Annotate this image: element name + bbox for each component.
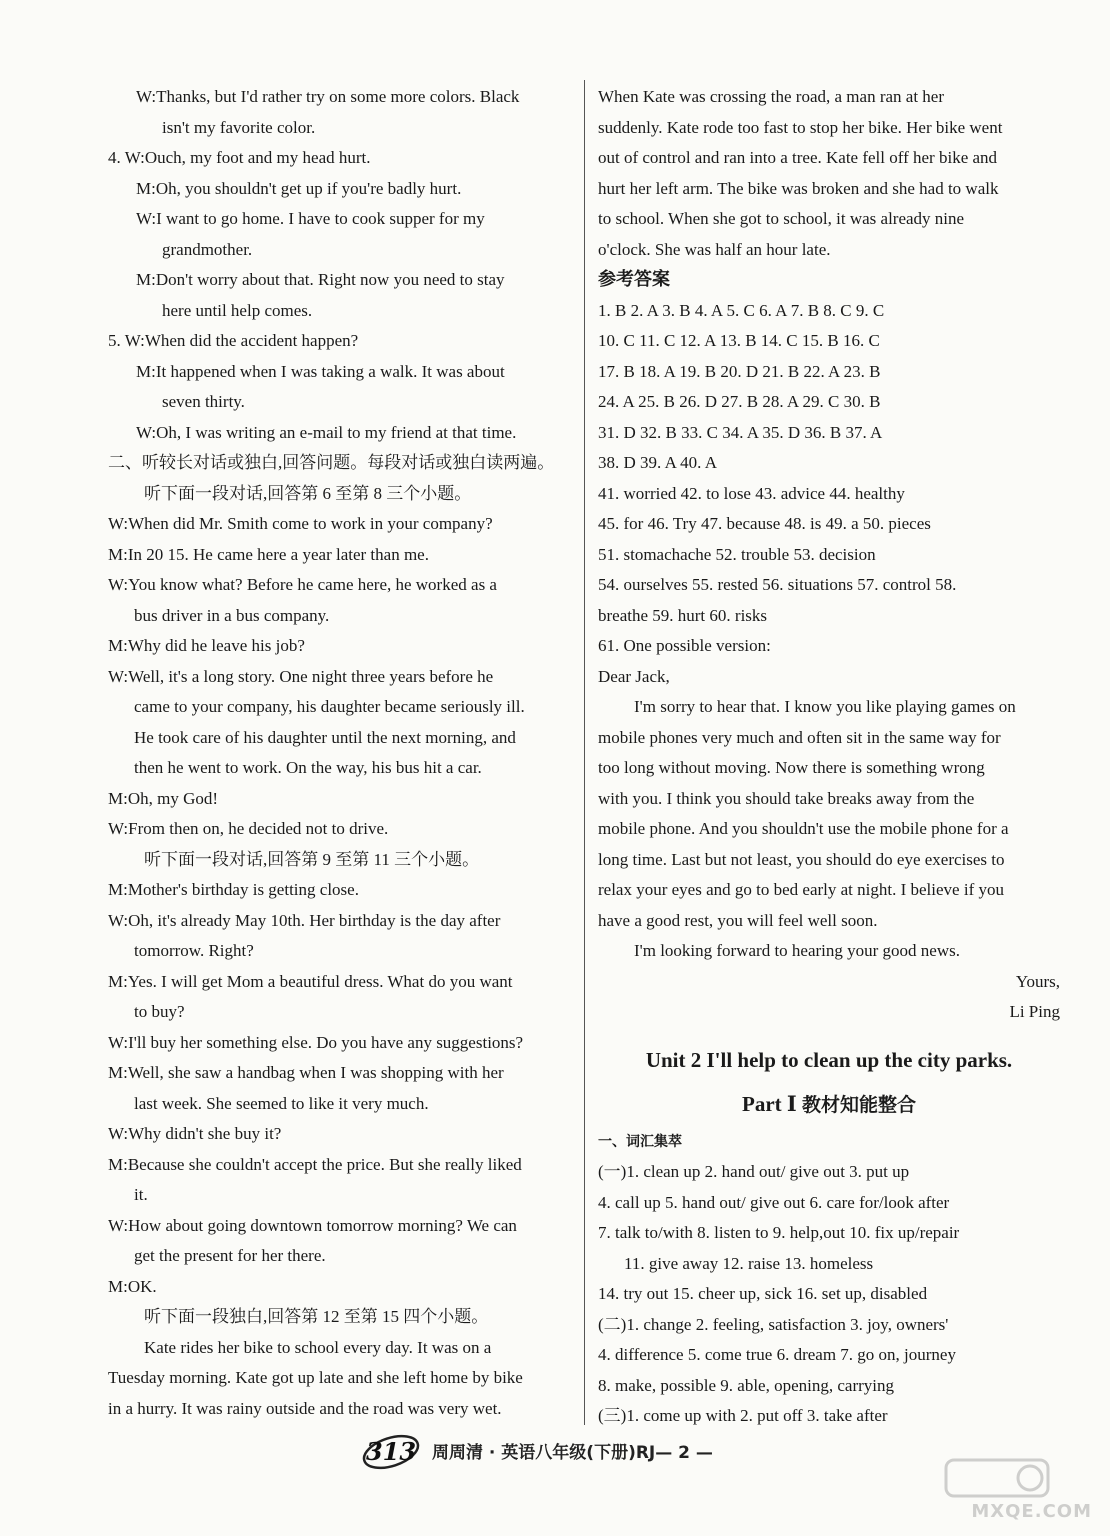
answer-line: 51. stomachache 52. trouble 53. decision xyxy=(598,544,876,564)
text-line: W:Well, it's a long story. One night three years before he xyxy=(108,666,494,686)
text-line: W:I want to go home. I have to cook supper for my xyxy=(136,209,485,228)
text-line: W:How about going downtown tomorrow morning? We can xyxy=(108,1215,517,1235)
answer-line: 24. A 25. B 26. D 27. B 28. A 29. C 30. B xyxy=(598,392,881,411)
left-column xyxy=(108,82,572,1424)
text-line: W:You know what? Before he came here, he worked as a xyxy=(108,575,497,594)
text-line: suddenly. Kate rode too fast to stop her bike. Her bike went xyxy=(598,117,1003,137)
vocab-line: 7. talk to/with 8. listen to 9. help,out 10. fix up/repair xyxy=(598,1223,960,1242)
answer-line: 1. B 2. A 3. B 4. A 5. C 6. A 7. B 8. C 9. C xyxy=(598,300,885,320)
vocab-line: 14. try out 15. cheer up, sick 16. set up, disabled xyxy=(598,1284,928,1303)
vocab-line: 8. make, possible 9. able, opening, carrying xyxy=(598,1375,895,1395)
text-line: 4. W:Ouch, my foot and my head hurt. xyxy=(108,148,371,167)
text-line: 听下面一段对话,回答第 6 至第 8 三个小题。 xyxy=(144,483,472,503)
text-line: o'clock. She was half an hour late. xyxy=(598,239,831,259)
answer-key xyxy=(598,296,1060,662)
text-line: came to your company, his daughter became seriously ill. xyxy=(134,697,525,716)
text-line: in a hurry. It was rainy outside and the road was very wet. xyxy=(108,1398,502,1418)
vocab-line: 4. difference 5. come true 6. dream 7. go on, journey xyxy=(598,1345,956,1364)
answers-heading: 参考答案 xyxy=(598,269,670,290)
text-line: W:Oh, it's already May 10th. Her birthday is the day after xyxy=(108,910,501,930)
answer-line: breathe 59. hurt 60. risks xyxy=(598,605,768,625)
text-line: M:Well, she saw a handbag when I was shopping with her xyxy=(108,1063,504,1082)
text-line: it. xyxy=(134,1185,148,1204)
answer-line: 38. D 39. A 40. A xyxy=(598,453,718,472)
letter-line: I'm sorry to hear that. I know you like playing games on xyxy=(634,697,1016,716)
part-title-cn: 教材知能整合 xyxy=(801,1093,916,1116)
text-line: seven thirty. xyxy=(162,392,245,411)
text-line: here until help comes. xyxy=(162,300,313,320)
text-line: bus driver in a bus company. xyxy=(134,605,330,625)
letter-line: have a good rest, you will feel well soon. xyxy=(598,910,878,930)
letter-signature: Li Ping xyxy=(1009,1002,1060,1021)
logo-text: 313 xyxy=(365,1437,417,1466)
answer-line: 54. ourselves 55. rested 56. situations 57. control 58. xyxy=(598,575,957,594)
text-line: M:Oh, you shouldn't get up if you're badly hurt. xyxy=(136,178,462,198)
text-line: W:Why didn't she buy it? xyxy=(108,1124,282,1143)
unit-title: Unit 2 I'll help to clean up the city parks. xyxy=(645,1047,1013,1072)
answer-line: 45. for 46. Try 47. because 48. is 49. a 50. pieces xyxy=(598,514,931,533)
answer-line: 31. D 32. B 33. C 34. A 35. D 36. B 37. A xyxy=(598,422,883,442)
part-title-en: Part Ⅰ xyxy=(742,1091,797,1116)
answer-line: 10. C 11. C 12. A 13. B 14. C 15. B 16. C xyxy=(598,331,880,350)
text-line: M:Yes. I will get Mom a beautiful dress. What do you want xyxy=(108,971,513,991)
text-line: W:From then on, he decided not to drive. xyxy=(108,819,389,838)
listening-passage-continued xyxy=(598,82,1060,265)
text-line: hurt her left arm. The bike was broken and she had to walk xyxy=(598,178,999,198)
text-line: M:In 20 15. He came here a year later than me. xyxy=(108,544,429,564)
footer-text: 周周清 · 英语八年级(下册)RJ— 2 — xyxy=(432,1442,713,1463)
answer-line: 61. One possible version: xyxy=(598,636,771,655)
letter-line: too long without moving. Now there is something wrong xyxy=(598,758,985,777)
letter-line: long time. Last but not least, you should do eye exercises to xyxy=(598,849,1005,869)
text-line: He took care of his daughter until the next morning, and xyxy=(134,727,516,747)
vocab-answers xyxy=(598,1157,1060,1432)
watermark-logo-icon xyxy=(942,1456,1052,1500)
text-line: isn't my favorite color. xyxy=(162,117,316,137)
letter-line: I'm looking forward to hearing your good news. xyxy=(634,941,960,960)
text-line: W:Oh, I was writing an e-mail to my friend at that time. xyxy=(136,422,517,442)
answer-line: 41. worried 42. to lose 43. advice 44. healthy xyxy=(598,483,905,503)
text-line: W:I'll buy her something else. Do you have any suggestions? xyxy=(108,1032,524,1052)
letter-closing: Yours, xyxy=(1015,971,1060,991)
letter-line: mobile phone. And you shouldn't use the mobile phone for a xyxy=(598,819,1009,838)
text-line: M:Why did he leave his job? xyxy=(108,636,305,655)
text-line: M:Don't worry about that. Right now you need to stay xyxy=(136,270,505,289)
vocab-line: (二)1. change 2. feeling, satisfaction 3. joy, owners' xyxy=(598,1314,949,1334)
text-line: get the present for her there. xyxy=(134,1246,326,1265)
letter-line: relax your eyes and go to bed early at night. I believe if you xyxy=(598,880,1004,899)
text-line: W:Thanks, but I'd rather try on some more colors. Black xyxy=(136,87,520,106)
text-line: last week. She seemed to like it very much. xyxy=(134,1093,429,1113)
vocab-line: (一)1. clean up 2. hand out/ give out 3. put up xyxy=(598,1162,910,1181)
text-line: to school. When she got to school, it was already nine xyxy=(598,209,965,228)
vocab-line: 4. call up 5. hand out/ give out 6. care for/look after xyxy=(598,1192,950,1212)
text-line: M:Mother's birthday is getting close. xyxy=(108,880,359,899)
text-line: M:Oh, my God! xyxy=(108,788,219,808)
text-line: grandmother. xyxy=(162,239,253,259)
page-footer xyxy=(360,1430,713,1470)
watermark-text: MXQE.COM xyxy=(971,1501,1092,1522)
text-line: 二、听较长对话或独白,回答问题。每段对话或独白读两遍。 xyxy=(108,453,555,472)
text-line: tomorrow. Right? xyxy=(134,941,254,960)
text-line: W:When did Mr. Smith come to work in your company? xyxy=(108,514,493,533)
watermark xyxy=(942,1456,1092,1522)
vocab-line: 11. give away 12. raise 13. homeless xyxy=(624,1253,874,1273)
text-line: When Kate was crossing the road, a man ran at her xyxy=(598,87,945,106)
letter-line: mobile phones very much and often sit in the same way for xyxy=(598,727,1001,747)
text-line: 听下面一段对话,回答第 9 至第 11 三个小题。 xyxy=(144,849,480,869)
text-line: Kate rides her bike to school every day. It was on a xyxy=(144,1337,492,1357)
right-column xyxy=(598,82,1060,1432)
letter-body xyxy=(598,692,1060,967)
text-line: 听下面一段独白,回答第 12 至第 15 四个小题。 xyxy=(144,1307,489,1326)
text-line: M:OK. xyxy=(108,1276,157,1296)
vocab-line: (三)1. come up with 2. put off 3. take after xyxy=(598,1406,888,1425)
letter-greeting: Dear Jack, xyxy=(598,666,670,686)
text-line: to buy? xyxy=(134,1002,185,1021)
text-line: out of control and ran into a tree. Kate fell off her bike and xyxy=(598,148,998,167)
text-line: M:Because she couldn't accept the price. But she really liked xyxy=(108,1154,522,1174)
column-divider xyxy=(584,80,585,1425)
text-line: then he went to work. On the way, his bus hit a car. xyxy=(134,758,482,777)
vocab-heading: 一、词汇集萃 xyxy=(598,1133,682,1150)
letter-line: with you. I think you should take breaks away from the xyxy=(598,788,975,808)
answer-line: 17. B 18. A 19. B 20. D 21. B 22. A 23. B xyxy=(598,361,881,381)
text-line: 5. W:When did the accident happen? xyxy=(108,331,359,350)
text-line: Tuesday morning. Kate got up late and she left home by bike xyxy=(108,1368,523,1387)
publisher-logo-icon xyxy=(360,1430,422,1470)
part-title xyxy=(598,1082,1060,1127)
text-line: M:It happened when I was taking a walk. It was about xyxy=(136,361,505,381)
